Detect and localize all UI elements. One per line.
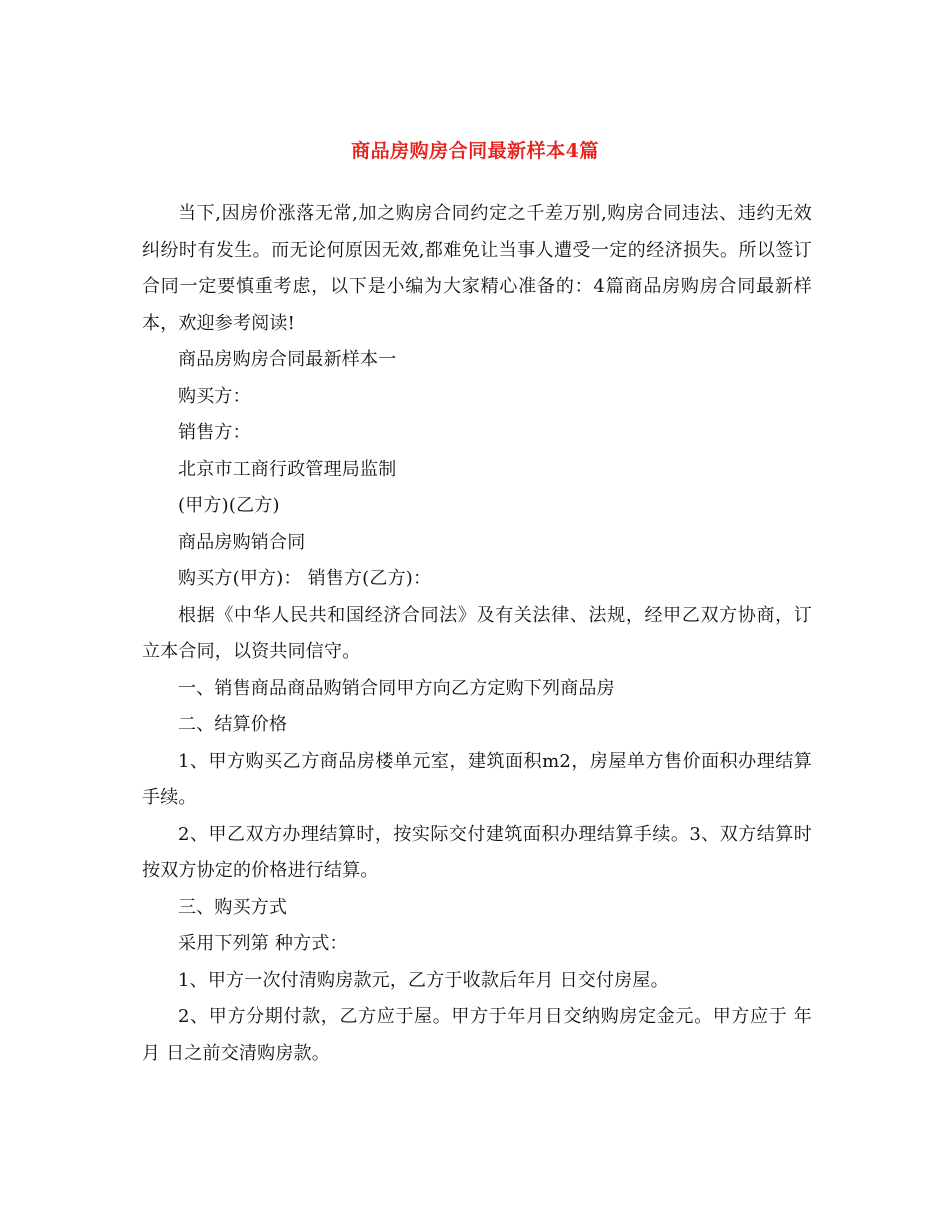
paragraph-clause-3-1: 1、甲方一次付清购房款元，乙方于收款后年月 日交付房屋。 [178,969,669,991]
paragraph-seller: 销售方： [178,422,251,443]
paragraph-payment-options: 采用下列第 种方式： [178,933,348,954]
paragraph-parties: (甲方)(乙方) [178,495,280,516]
paragraph-section-3: 三、购买方式 [178,896,288,918]
paragraph-section-1: 一、销售商品商品购销合同甲方向乙方定购下列商品房 [178,677,615,699]
paragraph-party-labels: 购买方(甲方)： 销售方(乙方)： [178,568,432,589]
paragraph-buyer: 购买方： [178,385,251,407]
paragraph-intro: 当下,因房价涨落无常,加之购房合同约定之千差万别,购房合同违法、违约无效纠纷时有发生。而无论何原因无效,都难免让当事人遭受一定的经济损失。所以签订合同一定要慎重考虑，以下是小编为大家精心准备的：4篇商品房购房合同最新样本，欢迎参考阅读! [142,203,812,334]
paragraph-supervisor: 北京市工商行政管理局监制 [178,458,397,480]
paragraph-contract-name: 商品房购销合同 [178,531,306,553]
paragraph-sample-heading: 商品房购房合同最新样本一 [178,349,397,370]
paragraph-clause-3-2: 2、甲方分期付款，乙方应于屋。甲方于年月日交纳购房定金元。甲方应于 年 月 日之前交清购房款。 [142,1006,812,1064]
document-body [142,196,812,1072]
paragraph-basis: 根据《中华人民共和国经济合同法》及有关法律、法规，经甲乙双方协商，订立本合同，以资共同信守。 [142,604,812,662]
document-title: 商品房购房合同最新样本4篇 [351,140,599,162]
paragraph-clause-2-1: 1、甲方购买乙方商品房楼单元室，建筑面积m2，房屋单方售价面积办理结算手续。 [142,750,812,808]
paragraph-section-2: 二、结算价格 [178,714,288,735]
paragraph-clause-2-2: 2、甲乙双方办理结算时，按实际交付建筑面积办理结算手续。3、双方结算时按双方协定的价格进行结算。 [142,823,812,881]
